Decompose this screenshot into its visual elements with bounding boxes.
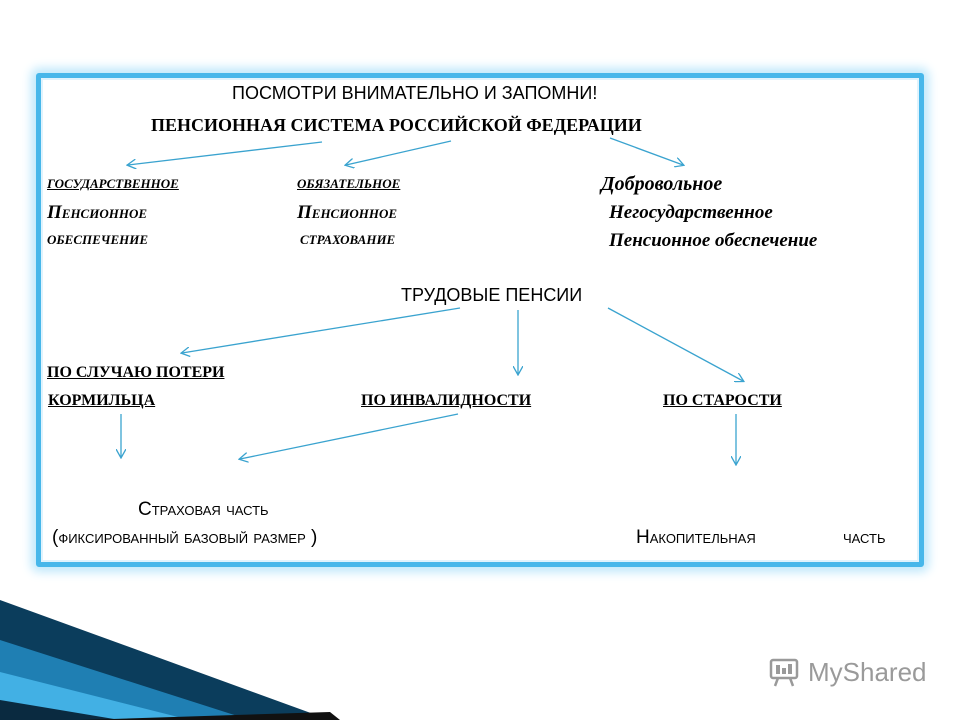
arrow-to-survivor [182,308,460,353]
arrow-to-voluntary [610,138,683,165]
logo-wordmark: MyShared [808,657,927,687]
presentation-board-icon [768,656,800,688]
mandatory-line1: ОБЯЗАТЕЛЬНОЕ [297,176,401,191]
mandatory-line2: Пенсионное [297,202,398,223]
voluntary-line2: Негосударственное [609,202,773,223]
arrow-disability-to-insurance [240,414,458,459]
voluntary-line3: Пенсионное обеспечение [609,230,818,251]
funded-part-word2: часть [843,527,886,548]
arrow-to-old-age [608,308,743,381]
funded-part-word1: Накопительная [636,527,756,548]
insurance-part-line1: Страховая часть [138,499,269,520]
labor-pensions-title: ТРУДОВЫЕ ПЕНСИИ [401,285,583,305]
state-line2: Пенсионное [47,202,148,223]
voluntary-line1: Добровольное [601,173,723,195]
state-line3: ОБЕСПЕЧЕНИЕ [47,232,149,247]
survivor-line1: ПО СЛУЧАЮ ПОТЕРИ [47,364,225,381]
state-line1: ГОСУДАРСТВЕННОЕ [47,176,179,191]
survivor-line2: КОРМИЛЬЦА [48,392,156,409]
disability-label: ПО ИНВАЛИДНОСТИ [361,392,532,409]
arrow-to-state [128,142,322,165]
myshared-logo [768,654,928,690]
old-age-label: ПО СТАРОСТИ [663,392,782,409]
insurance-part-line2: (фиксированный базовый размер ) [52,527,318,548]
mandatory-line3: СТРАХОВАНИЕ [300,232,396,247]
header-title: ПОСМОТРИ ВНИМАТЕЛЬНО И ЗАПОМНИ! [232,83,598,103]
system-title: ПЕНСИОННАЯ СИСТЕМА РОССИЙСКОЙ ФЕДЕРАЦИИ [151,115,642,135]
arrow-to-mandatory [346,141,451,165]
